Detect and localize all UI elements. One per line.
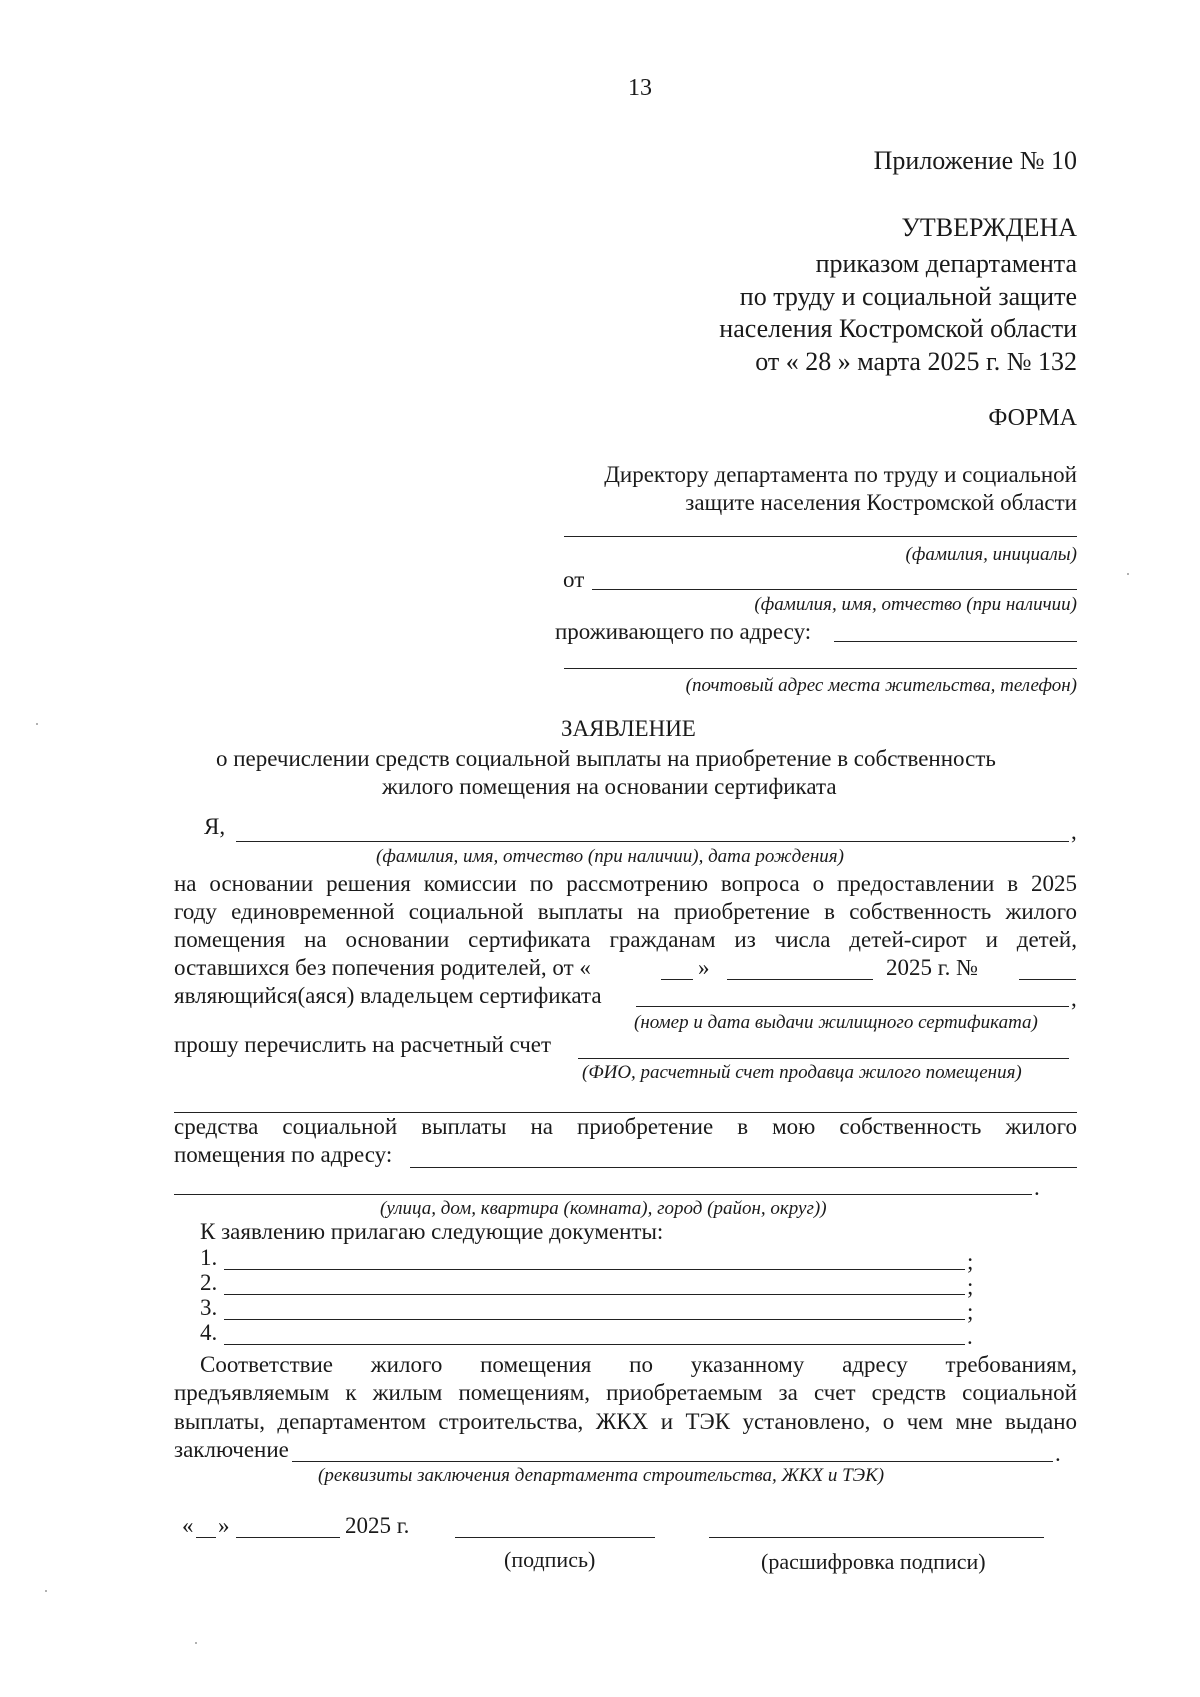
order-line-1: приказом департамента (815, 249, 1077, 278)
addressee-line-1: Директору департамента по труду и социальной (604, 462, 1077, 487)
attachment-field[interactable] (224, 1269, 965, 1270)
statement-title: ЗАЯВЛЕНИЕ (561, 716, 696, 741)
hint-address: (почтовый адрес места жительства, телефон) (685, 675, 1077, 696)
hint-certificate: (номер и дата выдачи жилищного сертификата) (634, 1012, 1038, 1033)
p3-line-2: предъявляемым к жилым помещениям, приобретаемым за счет средств социальной (174, 1380, 1077, 1405)
form-label: ФОРМА (988, 405, 1077, 431)
statement-subtitle-2: жилого помещения на основании сертификата (382, 774, 837, 799)
p2-line-2: помещения по адресу: (174, 1142, 393, 1167)
conclusion-field[interactable] (292, 1461, 1053, 1462)
address-label: проживающего по адресу: (555, 619, 812, 644)
i-label: Я, (204, 814, 226, 839)
sign-month-field[interactable] (236, 1537, 340, 1538)
p2-period: . (1034, 1175, 1040, 1200)
hint-account: (ФИО, расчетный счет продавца жилого помещения) (582, 1062, 1022, 1083)
p1-line-4-year: 2025 г. № (886, 955, 979, 980)
property-address-field-1[interactable] (410, 1167, 1077, 1168)
certificate-field[interactable] (636, 1006, 1069, 1007)
addressee-line-2: защите населения Костромской области (685, 490, 1077, 515)
owner-comma: , (1071, 986, 1077, 1011)
p1-line-4-text: оставшихся без попечения родителей, от « (174, 955, 591, 980)
attachment-number: 2. (200, 1270, 218, 1295)
p1-line-4-quote: » (698, 955, 710, 980)
scan-speck (195, 1642, 197, 1644)
p1-line-3: помещения на основании сертификата гражданам из числа детей-сирот и детей, (174, 927, 1077, 952)
decision-day-field[interactable] (661, 979, 693, 980)
account-field-2[interactable] (174, 1112, 1077, 1113)
sign-year: 2025 г. (345, 1513, 410, 1538)
decision-number-field[interactable] (1019, 979, 1076, 980)
director-name-field[interactable] (564, 536, 1077, 537)
date-close-quote: » (218, 1513, 230, 1538)
order-line-3: населения Костромской области (719, 314, 1077, 343)
applicant-name-field[interactable] (592, 589, 1077, 590)
attachment-end: ; (967, 1299, 974, 1324)
approved-label: УТВЕРЖДЕНА (901, 213, 1077, 242)
attachment-end: ; (967, 1249, 974, 1274)
page-number: 13 (628, 75, 652, 101)
hint-i: (фамилия, имя, отчество (при наличии), дата рождения) (376, 846, 844, 867)
signature-field[interactable] (455, 1537, 655, 1538)
p3-line-1: Соответствие жилого помещения по указанному адресу требованиям, (200, 1352, 1077, 1377)
p3-period: . (1055, 1441, 1061, 1466)
p3-line-4: заключение (174, 1437, 289, 1462)
address-field-2[interactable] (564, 668, 1077, 669)
scan-speck (36, 723, 38, 725)
scan-speck (1127, 573, 1129, 575)
attachment-field[interactable] (224, 1294, 965, 1295)
sign-day-field[interactable] (196, 1537, 216, 1538)
attachment-field[interactable] (224, 1344, 965, 1345)
date-open-quote: « (182, 1513, 194, 1538)
appendix-label: Приложение № 10 (873, 146, 1077, 175)
p3-line-3: выплаты, департаментом строительства, ЖКХ и ТЭК установлено, о чем мне выдано (174, 1409, 1077, 1434)
from-label: от (563, 567, 585, 592)
hint-conclusion: (реквизиты заключения департамента строительства, ЖКХ и ТЭК) (318, 1465, 885, 1486)
address-field-1[interactable] (834, 641, 1077, 642)
p1-line-1: на основании решения комиссии по рассмотрению вопроса о предоставлении в 2025 (174, 871, 1077, 896)
attachment-field[interactable] (224, 1319, 965, 1320)
hint-street: (улица, дом, квартира (комната), город (район, округ)) (380, 1198, 827, 1219)
attachment-end: . (967, 1324, 973, 1349)
hint-director: (фамилия, инициалы) (905, 544, 1077, 565)
signature-decoding-field[interactable] (709, 1537, 1044, 1538)
attachment-number: 3. (200, 1295, 218, 1320)
p2-line-1: средства социальной выплаты на приобретение в мою собственность жилого (174, 1114, 1077, 1139)
signature-hint: (подпись) (504, 1547, 596, 1572)
transfer-label: прошу перечислить на расчетный счет (174, 1032, 552, 1057)
attachment-number: 1. (200, 1245, 218, 1270)
attachments-label: К заявлению прилагаю следующие документы: (200, 1219, 664, 1244)
owner-label: являющийся(аяся) владельцем сертификата (174, 983, 602, 1008)
decision-month-field[interactable] (727, 979, 873, 980)
attachment-number: 4. (200, 1320, 218, 1345)
scan-speck (45, 1590, 47, 1592)
i-comma: , (1071, 819, 1077, 844)
account-field-1[interactable] (578, 1058, 1069, 1059)
hint-applicant: (фамилия, имя, отчество (при наличии) (754, 594, 1077, 615)
order-line-4: от « 28 » марта 2025 г. № 132 (755, 347, 1077, 376)
order-line-2: по труду и социальной защите (739, 282, 1077, 311)
statement-subtitle-1: о перечислении средств социальной выплаты на приобретение в собственность (216, 746, 996, 771)
attachment-end: ; (967, 1274, 974, 1299)
applicant-fullname-field[interactable] (236, 841, 1069, 842)
property-address-field-2[interactable] (174, 1194, 1032, 1195)
decoding-hint: (расшифровка подписи) (761, 1549, 986, 1574)
p1-line-2: году единовременной социальной выплаты на приобретение в собственность жилого (174, 899, 1077, 924)
